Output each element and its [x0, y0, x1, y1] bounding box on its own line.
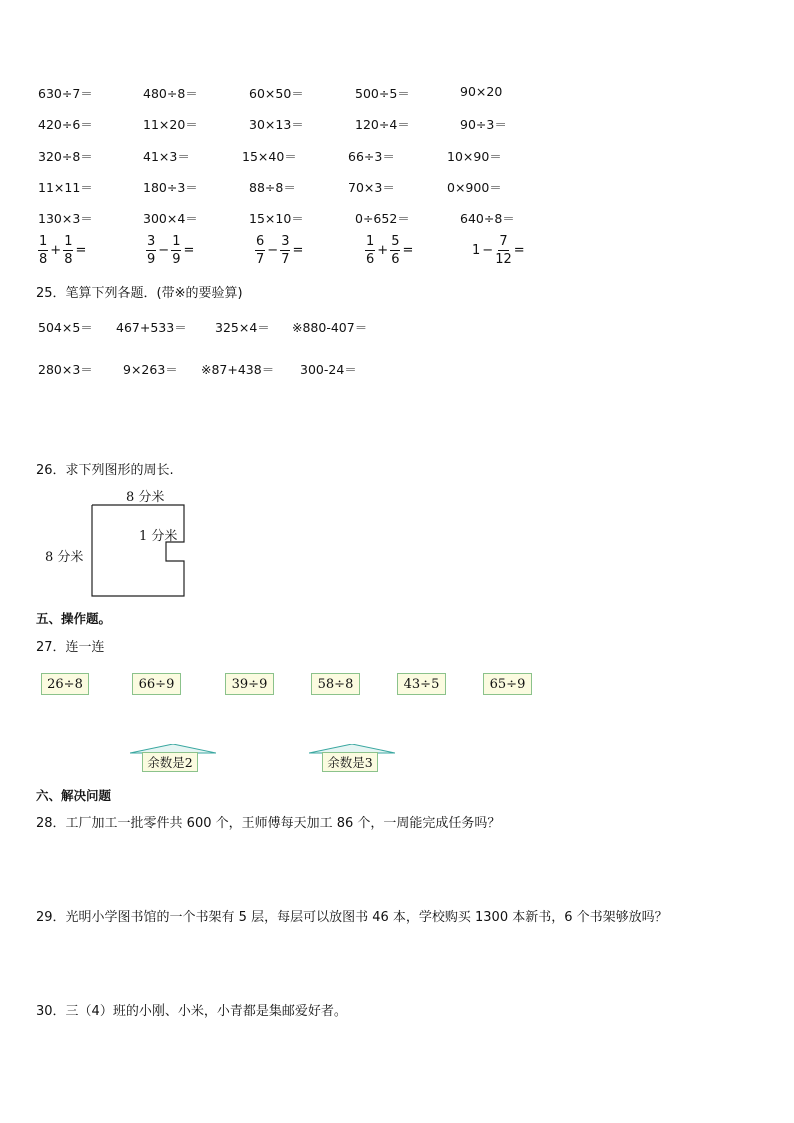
calc-item: 500÷5＝ — [355, 86, 410, 101]
written-calc-item: ※87+438＝ — [201, 362, 275, 377]
written-calc-item: 280×3＝ — [38, 362, 93, 377]
calc-item: 630÷7＝ — [38, 86, 93, 101]
section-5-title: 五、操作题。 — [36, 611, 112, 626]
calc-item: 90÷3＝ — [460, 117, 507, 132]
q27-title: 27．连一连 — [36, 640, 105, 655]
calc-item: 70×3＝ — [348, 180, 395, 195]
q26-title: 26．求下列图形的周长. — [36, 463, 174, 478]
calc-item: 88÷8＝ — [249, 180, 296, 195]
calc-item: 420÷6＝ — [38, 117, 93, 132]
left-length-label: 8 分米 — [45, 550, 84, 565]
notch-length-label: 1 分米 — [139, 529, 178, 544]
calc-item: 41×3＝ — [143, 149, 190, 164]
division-card[interactable]: 58÷8 — [311, 673, 360, 695]
calc-item: 640÷8＝ — [460, 211, 515, 226]
calc-item: 0÷652＝ — [355, 211, 410, 226]
fraction-expression: 3 9 − $\frac{1}{9}$ = — [147, 234, 195, 267]
calc-item: 60×50＝ — [249, 86, 304, 101]
q30-text: 30．三（4）班的小刚、小米，小青都是集邮爱好者。 — [36, 1004, 347, 1019]
written-calc-item: 504×5＝ — [38, 320, 93, 335]
q29-text: 29．光明小学图书馆的一个书架有 5 层，每层可以放图书 46 本，学校购买 1300 本新书，6 个书架够放吗？ — [36, 910, 668, 925]
division-card[interactable]: 65÷9 — [483, 673, 532, 695]
remainder-house[interactable]: 余数是2 — [142, 752, 198, 772]
section-6-title: 六、解决问题 — [36, 788, 112, 803]
top-length-label: 8 分米 — [126, 490, 165, 505]
notched-square-shape — [92, 505, 184, 596]
calc-item: 10×90＝ — [447, 149, 502, 164]
q28-text: 28．工厂加工一批零件共 600 个，王师傅每天加工 86 个，一周能完成任务吗？ — [36, 816, 501, 831]
written-calc-item: 467+533＝ — [116, 320, 187, 335]
calc-item: 30×13＝ — [249, 117, 304, 132]
fraction-expression: 1 6 + $\frac{5}{6}$ = — [366, 234, 414, 267]
calc-item: 11×11＝ — [38, 180, 93, 195]
calc-item: 11×20＝ — [143, 117, 198, 132]
calc-item: 15×10＝ — [249, 211, 304, 226]
calc-item: 130×3＝ — [38, 211, 93, 226]
written-calc-item: 300-24＝ — [300, 362, 357, 377]
calc-item: 480÷8＝ — [143, 86, 198, 101]
calc-item: 90×20 — [460, 84, 503, 99]
division-card[interactable]: 66÷9 — [132, 673, 181, 695]
calc-item: 120÷4＝ — [355, 117, 410, 132]
remainder-house[interactable]: 余数是3 — [322, 752, 378, 772]
division-card[interactable]: 43÷5 — [397, 673, 446, 695]
calc-item: 300×4＝ — [143, 211, 198, 226]
q25-title: 25．笔算下列各题．(带※的要验算) — [36, 286, 243, 301]
fraction-expression: 1 − $\frac{7}{12}$ = — [472, 234, 525, 267]
written-calc-item: 325×4＝ — [215, 320, 270, 335]
calc-item: 180÷3＝ — [143, 180, 198, 195]
fraction-expression: 1 8 + $\frac{1}{8}$ = — [39, 234, 87, 267]
division-card[interactable]: 39÷9 — [225, 673, 274, 695]
written-calc-item: ※880-407＝ — [292, 320, 368, 335]
calc-item: 66÷3＝ — [348, 149, 395, 164]
written-calc-item: 9×263＝ — [123, 362, 178, 377]
division-card[interactable]: 26÷8 — [41, 673, 89, 695]
fraction-expression: 6 7 − $\frac{3}{7}$ = — [256, 234, 304, 267]
calc-item: 320÷8＝ — [38, 149, 93, 164]
calc-item: 15×40＝ — [242, 149, 297, 164]
calc-item: 0×900＝ — [447, 180, 502, 195]
perimeter-figure — [0, 0, 260, 610]
